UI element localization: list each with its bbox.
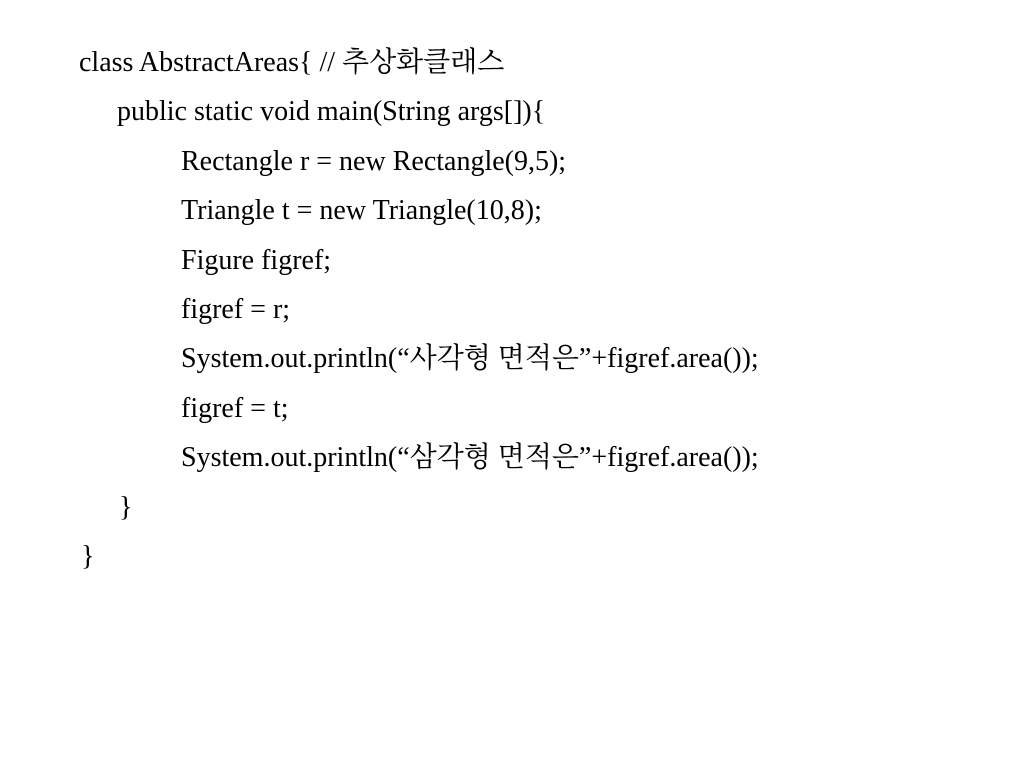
code-line-main-method: public static void main(String args[]){	[117, 96, 546, 128]
code-line-assign-triangle: figref = t;	[181, 392, 289, 424]
code-line-print-rectangle-area: System.out.println(“사각형 면적은”+figref.area());	[181, 343, 759, 375]
code-line-rectangle-init: Rectangle r = new Rectangle(9,5);	[181, 145, 567, 177]
code-line-print-triangle-area: System.out.println(“삼각형 면적은”+figref.area());	[181, 442, 759, 474]
code-line-triangle-init: Triangle t = new Triangle(10,8);	[181, 195, 542, 227]
code-line-class-declaration: class AbstractAreas{ // 추상화클래스	[79, 47, 505, 78]
code-line-figure-declaration: Figure figref;	[181, 244, 332, 276]
code-line-assign-rectangle: figref = r;	[181, 293, 291, 325]
code-line-class-close-brace: }	[81, 540, 95, 572]
code-block	[0, 38, 759, 581]
code-line-method-close-brace: }	[119, 491, 133, 523]
